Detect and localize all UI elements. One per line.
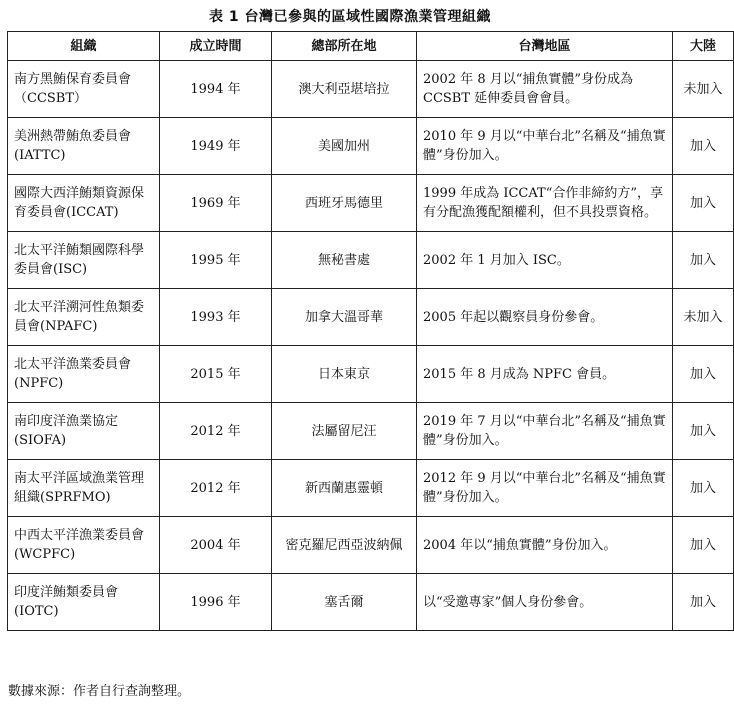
cell-hq: 塞舌爾 [272, 574, 417, 631]
cell-hq: 加拿大溫哥華 [272, 289, 417, 346]
table-row [8, 460, 734, 517]
table-row [8, 118, 734, 175]
header-taiwan: 台灣地區 [417, 32, 673, 61]
cell-year: 2004 年 [160, 517, 272, 574]
cell-org: 南太平洋區域漁業管理組織(SPRFMO) [8, 460, 160, 517]
header-hq: 總部所在地 [272, 32, 417, 61]
cell-hq: 美國加州 [272, 118, 417, 175]
cell-taiwan: 2010 年 9 月以“中華台北”名稱及“捕魚實體”身份加入。 [417, 118, 673, 175]
cell-org: 北太平洋鮪類國際科學委員會(ISC) [8, 232, 160, 289]
header-year: 成立時間 [160, 32, 272, 61]
cell-year: 2015 年 [160, 346, 272, 403]
cell-taiwan: 2015 年 8 月成為 NPFC 會員。 [417, 346, 673, 403]
cell-org: 國際大西洋鮪類資源保育委員會(ICCAT) [8, 175, 160, 232]
cell-taiwan: 以“受邀專家”個人身份參會。 [417, 574, 673, 631]
cell-year: 1995 年 [160, 232, 272, 289]
cell-org: 北太平洋漁業委員會(NPFC) [8, 346, 160, 403]
cell-hq: 澳大利亞堪培拉 [272, 61, 417, 118]
cell-taiwan: 2012 年 9 月以“中華台北”名稱及“捕魚實體”身份加入。 [417, 460, 673, 517]
cell-org: 南印度洋漁業協定(SIOFA) [8, 403, 160, 460]
cell-mainland: 未加入 [673, 289, 734, 346]
header-org: 組織 [8, 32, 160, 61]
cell-taiwan: 2004 年以“捕魚實體”身份加入。 [417, 517, 673, 574]
cell-hq: 無秘書處 [272, 232, 417, 289]
cell-hq: 法屬留尼汪 [272, 403, 417, 460]
cell-hq: 日本東京 [272, 346, 417, 403]
cell-year: 1993 年 [160, 289, 272, 346]
table-row [8, 403, 734, 460]
cell-org: 中西太平洋漁業委員會(WCPFC) [8, 517, 160, 574]
cell-org: 美洲熱帶鮪魚委員會(IATTC) [8, 118, 160, 175]
cell-mainland: 加入 [673, 346, 734, 403]
cell-taiwan: 2002 年 8 月以“捕魚實體”身份成為 CCSBT 延伸委員會會員。 [417, 61, 673, 118]
cell-hq: 新西蘭惠靈頓 [272, 460, 417, 517]
cell-org: 印度洋鮪類委員會(IOTC) [8, 574, 160, 631]
cell-org: 北太平洋溯河性魚類委員會(NPAFC) [8, 289, 160, 346]
cell-year: 1994 年 [160, 61, 272, 118]
cell-org: 南方黑鮪保育委員會（CCSBT） [8, 61, 160, 118]
cell-year: 1949 年 [160, 118, 272, 175]
table-row [8, 574, 734, 631]
table-header-row [8, 32, 734, 61]
table-row [8, 517, 734, 574]
cell-mainland: 加入 [673, 118, 734, 175]
cell-taiwan: 2005 年起以觀察員身份參會。 [417, 289, 673, 346]
rfmo-table [7, 31, 734, 631]
cell-mainland: 加入 [673, 175, 734, 232]
cell-taiwan: 2019 年 7 月以“中華台北”名稱及“捕魚實體”身份加入。 [417, 403, 673, 460]
cell-year: 1969 年 [160, 175, 272, 232]
cell-year: 2012 年 [160, 460, 272, 517]
cell-mainland: 加入 [673, 460, 734, 517]
cell-mainland: 未加入 [673, 61, 734, 118]
cell-hq: 密克羅尼西亞波納佩 [272, 517, 417, 574]
table-row [8, 289, 734, 346]
cell-hq: 西班牙馬德里 [272, 175, 417, 232]
table-row [8, 175, 734, 232]
cell-taiwan: 2002 年 1 月加入 ISC。 [417, 232, 673, 289]
table-row [8, 61, 734, 118]
cell-year: 1996 年 [160, 574, 272, 631]
table-row [8, 346, 734, 403]
source-note: 數據來源：作者自行查詢整理。 [8, 684, 191, 699]
cell-mainland: 加入 [673, 574, 734, 631]
header-mainland: 大陸 [673, 32, 734, 61]
table-row [8, 232, 734, 289]
table-caption: 表 1 台灣已參與的區域性國際漁業管理組織 [209, 9, 491, 25]
cell-taiwan: 1999 年成為 ICCAT“合作非締約方”，享有分配漁獲配額權利，但不具投票資格。 [417, 175, 673, 232]
cell-year: 2012 年 [160, 403, 272, 460]
cell-mainland: 加入 [673, 517, 734, 574]
cell-mainland: 加入 [673, 232, 734, 289]
cell-mainland: 加入 [673, 403, 734, 460]
